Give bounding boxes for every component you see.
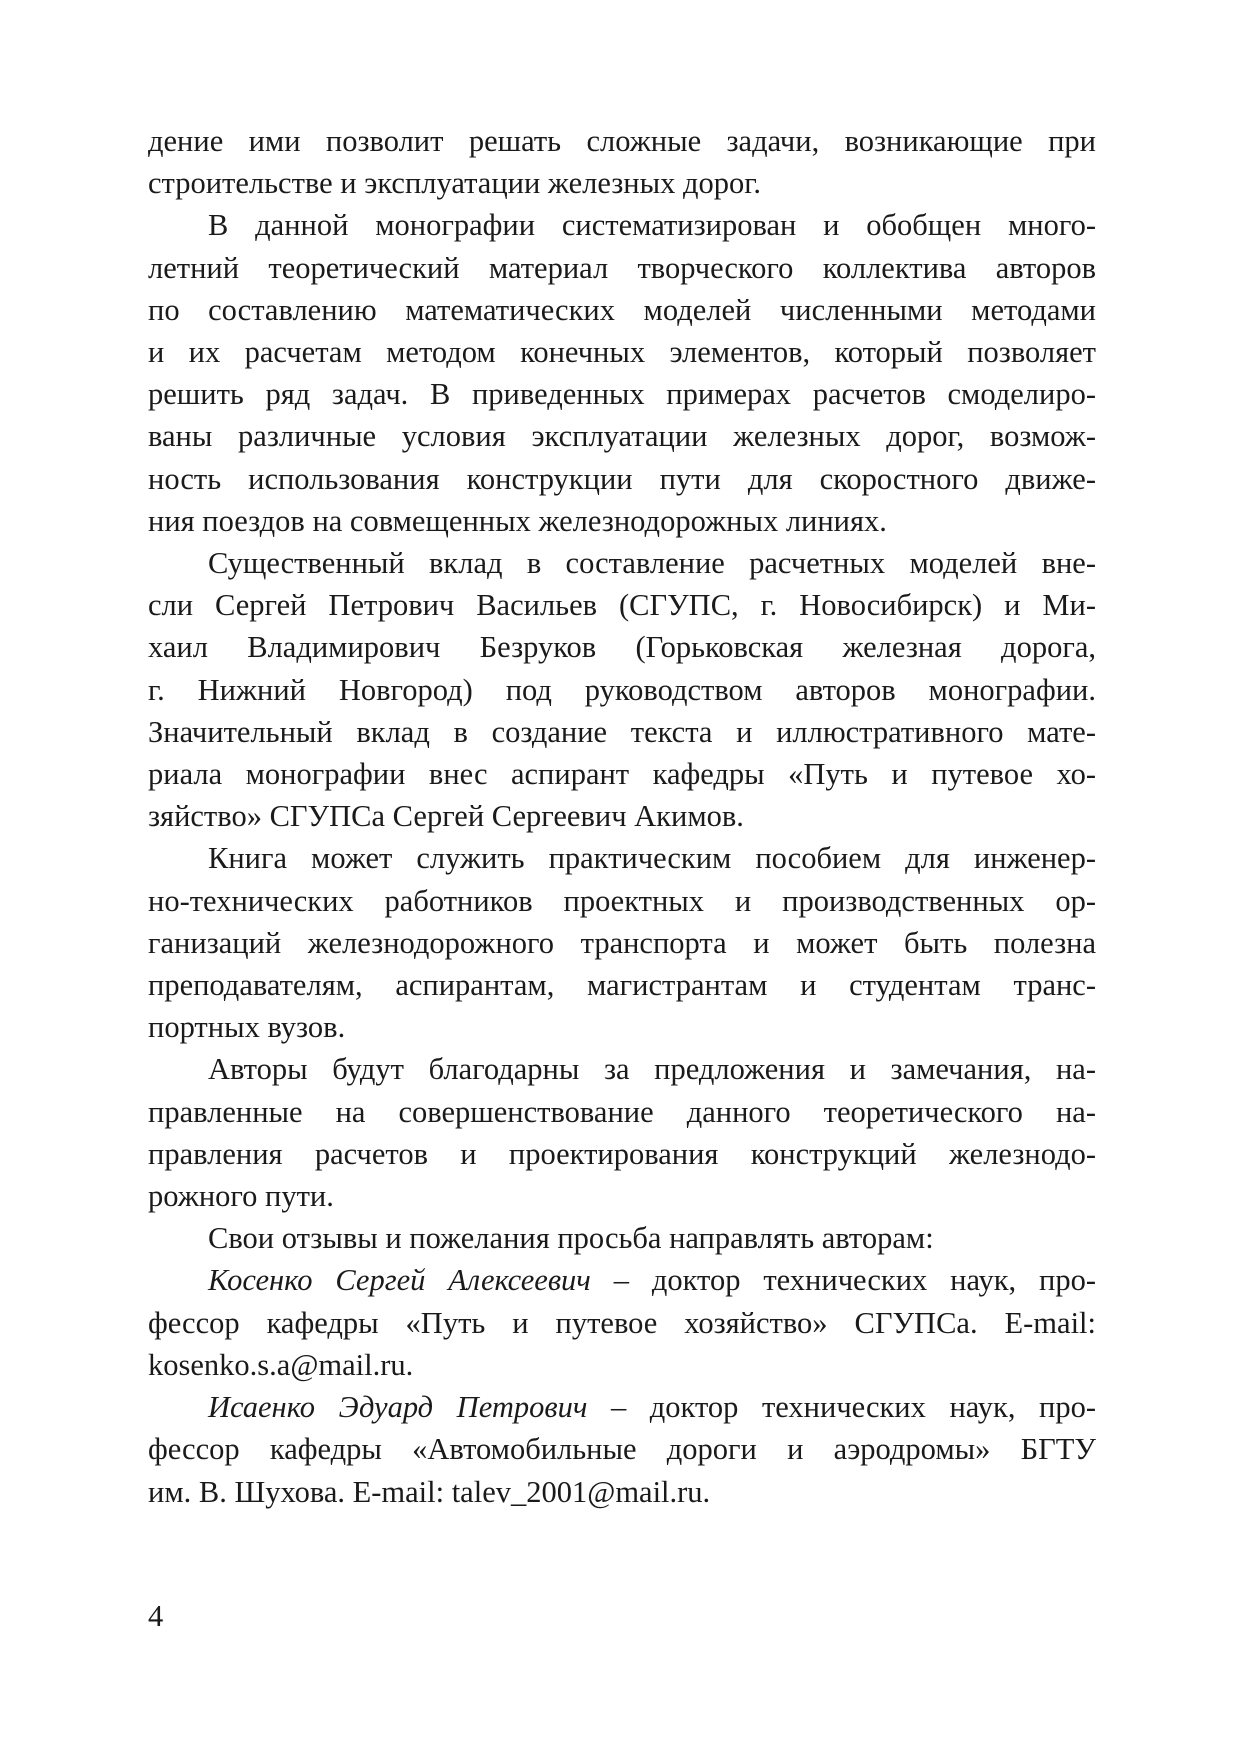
page-number: 4 [148,1599,164,1633]
text-line: портных вузов. [148,1010,346,1045]
text-line: Книга может служить практическим пособием для инженер- [208,841,1096,876]
page-body [148,120,1096,1513]
author-email: им. В. Шухова. E-mail: talev_2001@mail.ru. [148,1474,711,1509]
paragraph-contact-intro [148,1217,1096,1259]
text-line: ния поездов на совмещенных железнодорожных линиях. [148,503,887,538]
text-line: ганизаций железнодорожного транспорта и может быть полезна [148,925,1096,960]
text-line: г. Нижний Новгород) под руководством авторов монографии. [148,672,1096,707]
text-line: но-технических работников проектных и производственных ор- [148,883,1096,918]
text-line: дение ими позволит решать сложные задачи, возникающие при [148,124,1096,158]
author-isaenko [148,1386,1096,1513]
author-name: Исаенко Эдуард Петрович [208,1390,588,1425]
text-line: сли Сергей Петрович Васильев (СГУПС, г. Новосибирск) и Ми- [148,588,1096,623]
paragraph-contributors [148,542,1096,837]
text-line: зяйство» СГУПСа Сергей Сергеевич Акимов. [148,799,744,834]
text-line: строительстве и эксплуатации железных дорог. [148,166,761,201]
author-kosenko [148,1259,1096,1386]
text-line: и их расчетам методом конечных элементов, который позволяет [148,335,1096,370]
author-title: – доктор технических наук, про- [587,1390,1096,1425]
text-line: фессор кафедры «Автомобильные дороги и аэродромы» БГТУ [148,1432,1096,1467]
text-line: Свои отзывы и пожелания просьба направлять авторам: [208,1221,934,1256]
text-line: по составлению математических моделей численными методами [148,292,1096,327]
text-line: Авторы будут благодарны за предложения и замечания, на- [208,1052,1096,1087]
text-line: хаил Владимирович Безруков (Горьковская железная дорога, [148,630,1096,665]
text-line: Существенный вклад в составление расчетных моделей вне- [208,546,1096,581]
text-line: летний теоретический материал творческого коллектива авторов [148,250,1096,285]
author-email: kosenko.s.a@mail.ru. [148,1347,414,1382]
author-name: Косенко Сергей Алексеевич [208,1263,591,1298]
text-line [148,1386,1096,1428]
paragraph-feedback [148,1048,1096,1217]
text-line: преподавателям, аспирантам, магистрантам и студентам транс- [148,968,1096,1003]
paragraph-monograph-summary [148,204,1096,542]
text-line: правления расчетов и проектирования конструкций железнодо- [148,1136,1096,1171]
text-line: фессор кафедры «Путь и путевое хозяйство» СГУПСа. E-mail: [148,1305,1096,1340]
paragraph-audience [148,837,1096,1048]
text-line: правленные на совершенствование данного теоретического на- [148,1094,1096,1129]
text-line: Значительный вклад в создание текста и иллюстративного мате- [148,714,1096,749]
text-line: ность использования конструкции пути для скоростного движе- [148,461,1096,496]
paragraph-continuation [148,120,1096,204]
text-line [148,1259,1096,1301]
author-title: – доктор технических наук, про- [590,1263,1096,1298]
text-line: ваны различные условия эксплуатации железных дорог, возмож- [148,419,1096,454]
text-line: решить ряд задач. В приведенных примерах расчетов смоделиро- [148,377,1096,412]
text-line: рожного пути. [148,1179,334,1214]
text-line: В данной монографии систематизирован и обобщен много- [208,208,1096,243]
text-line: риала монографии внес аспирант кафедры «Путь и путевое хо- [148,757,1096,792]
